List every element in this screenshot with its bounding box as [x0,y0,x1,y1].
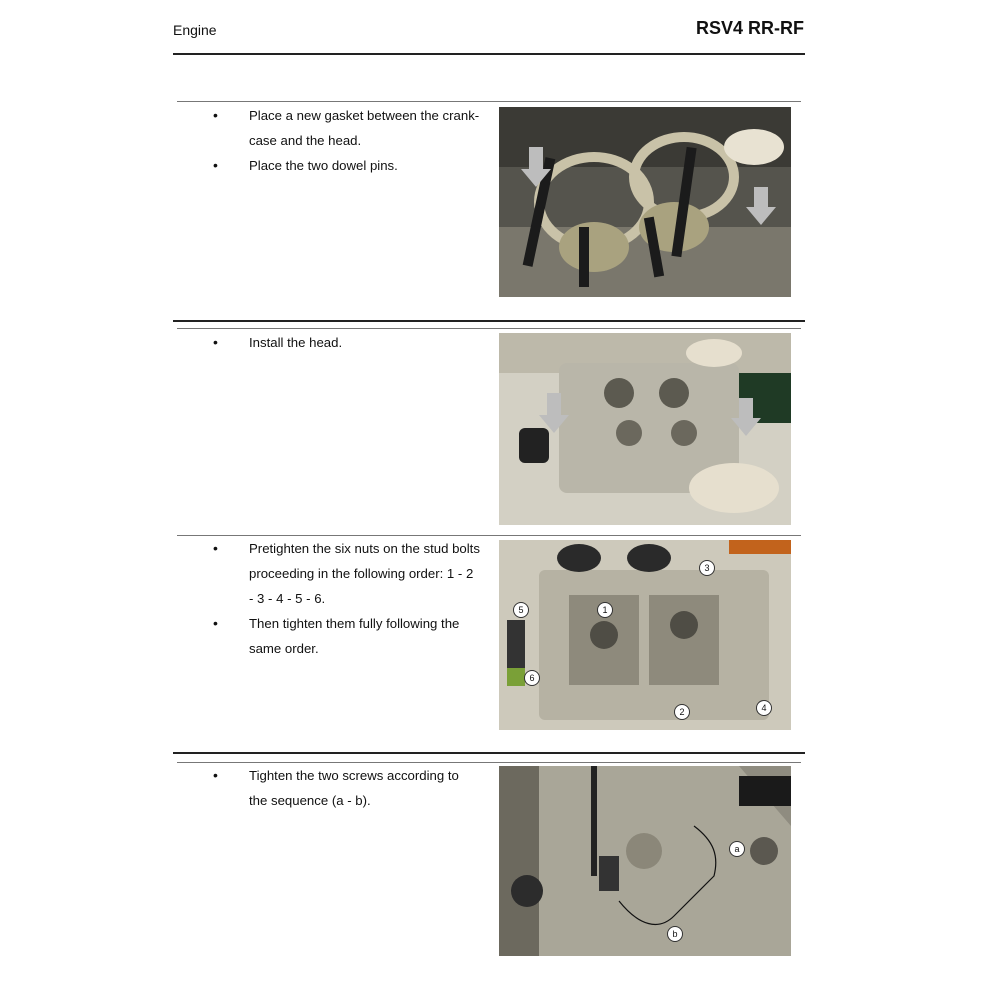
bullet-item: • Install the head. [213,334,343,350]
step-2-rule-thick [173,320,805,322]
screw-sequence-photo [499,766,791,956]
step-3-bullets [213,536,483,661]
step-1-rule [177,101,801,102]
step-2-bullets [213,330,483,355]
callout-a: a [729,841,745,857]
page-header-section: Engine [173,22,217,38]
bullet-item: • Place a new gasket between the crank- case and the head. [213,107,480,148]
header-rule [173,53,805,55]
step-1-bullets [213,103,483,178]
bullet-item: • Pretighten the six nuts on the stud bolts proceeding in the following order: 1 - 2 - 3 - 4 - 5 - 6. [213,540,480,606]
callout-2: 2 [674,704,690,720]
callout-4: 4 [756,700,772,716]
callout-6: 6 [524,670,540,686]
callout-b: b [667,926,683,942]
callout-1: 1 [597,602,613,618]
bullet-item: • Place the two dowel pins. [213,157,398,173]
step-2-rule [177,328,801,329]
nut-sequence-photo [499,540,791,730]
callout-3: 3 [699,560,715,576]
bullet-item: • Then tighten them fully following the same order. [213,615,460,656]
head-install-photo [499,333,791,525]
page-header-model: RSV4 RR-RF [695,18,804,38]
bullet-item: • Tighten the two screws according to the sequence (a - b). [213,767,459,808]
callout-5: 5 [513,602,529,618]
step-4-rule-thick [173,752,805,754]
gasket-photo [499,107,791,297]
step-4-bullets [213,763,483,813]
